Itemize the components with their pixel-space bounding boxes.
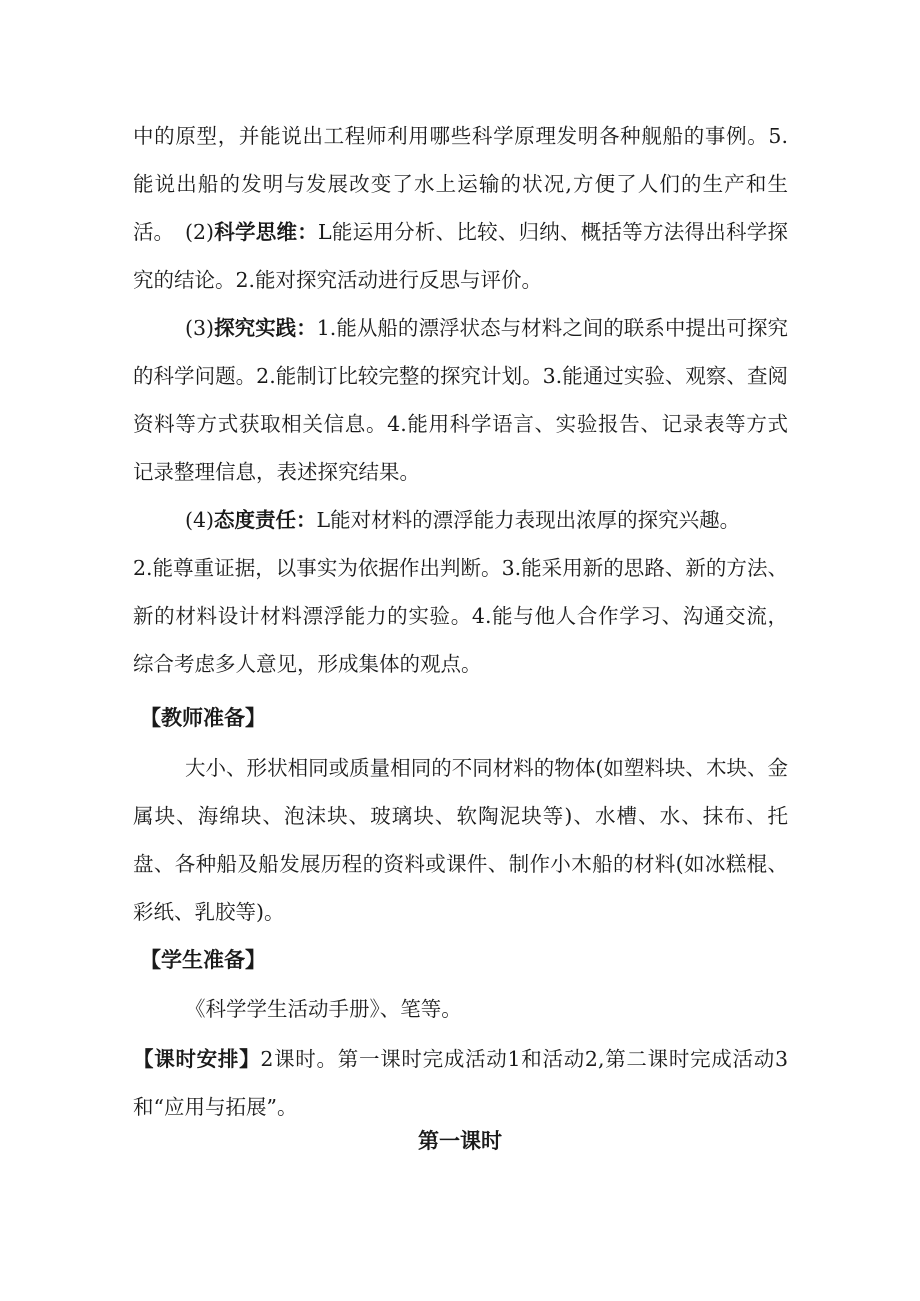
student-prep-heading: 【学生准备】 (140, 948, 266, 972)
attitude-text-line1: L能对材料的漂浮能力表现出浓厚的探究兴趣。 (316, 508, 741, 532)
science-thinking-paragraph (133, 208, 788, 304)
section-title: 第一课时 (418, 1129, 502, 1153)
inquiry-practice-text: 1.能从船的漂浮状态与材料之间的联系中提出可探究的科学问题。2.能制订比较完整的探究计划。3.能通过实验、观察、查阅资料等方式获取相关信息。4.能用科学语言、实验报告、记录表等方式记录整理信息，表述探究结果。 (133, 316, 789, 484)
schedule-paragraph (133, 1035, 788, 1131)
science-thinking-label: 科学思维： (214, 220, 319, 244)
attitude-text-rest: 2.能尊重证据，以事实为依据作出判断。3.能采用新的思路、新的方法、新的材料设计材料漂浮能力的实验。4.能与他人合作学习、沟通交流，综合考虑多人意见，形成集体的观点。 (133, 556, 788, 676)
attitude-responsibility-paragraph (133, 496, 788, 688)
teacher-prep-text: 大小、形状相同或质量相同的不同材料的物体(如塑料块、木块、金属块、海绵块、泡沫块、玻璃块、软陶泥块等)、水槽、水、抹布、托盘、各种船及船发展历程的资料或课件、制作小木船的材料(如冰糕棍、彩纸、乳胶等)。 (133, 756, 788, 924)
inquiry-practice-prefix: (3) (185, 316, 215, 340)
inquiry-practice-paragraph (133, 304, 788, 496)
attitude-prefix: (4) (185, 508, 215, 532)
schedule-text: 2课时。第一课时完成活动1和活动2,第二课时完成活动3和“应用与拓展”。 (133, 1047, 789, 1119)
science-thinking-text: L能运用分析、比较、归纳、概括等方法得出科学探究的结论。2.能对探究活动进行反思与评价。 (133, 220, 788, 292)
schedule-label: 【课时安排】 (133, 1047, 261, 1071)
science-thinking-prefix: (2) (185, 220, 215, 244)
objective-1-text: 中的原型，并能说出工程师利用哪些科学原理发明各种舰船的事例。5.能说出船的发明与发展改变了水上运输的状况,方便了人们的生产和生活。 (133, 124, 788, 244)
teacher-prep-heading: 【教师准备】 (140, 706, 266, 730)
inquiry-practice-label: 探究实践： (214, 316, 317, 340)
student-prep-text: 《科学学生活动手册》、笔等。 (185, 997, 462, 1021)
attitude-label: 态度责任： (214, 508, 317, 532)
